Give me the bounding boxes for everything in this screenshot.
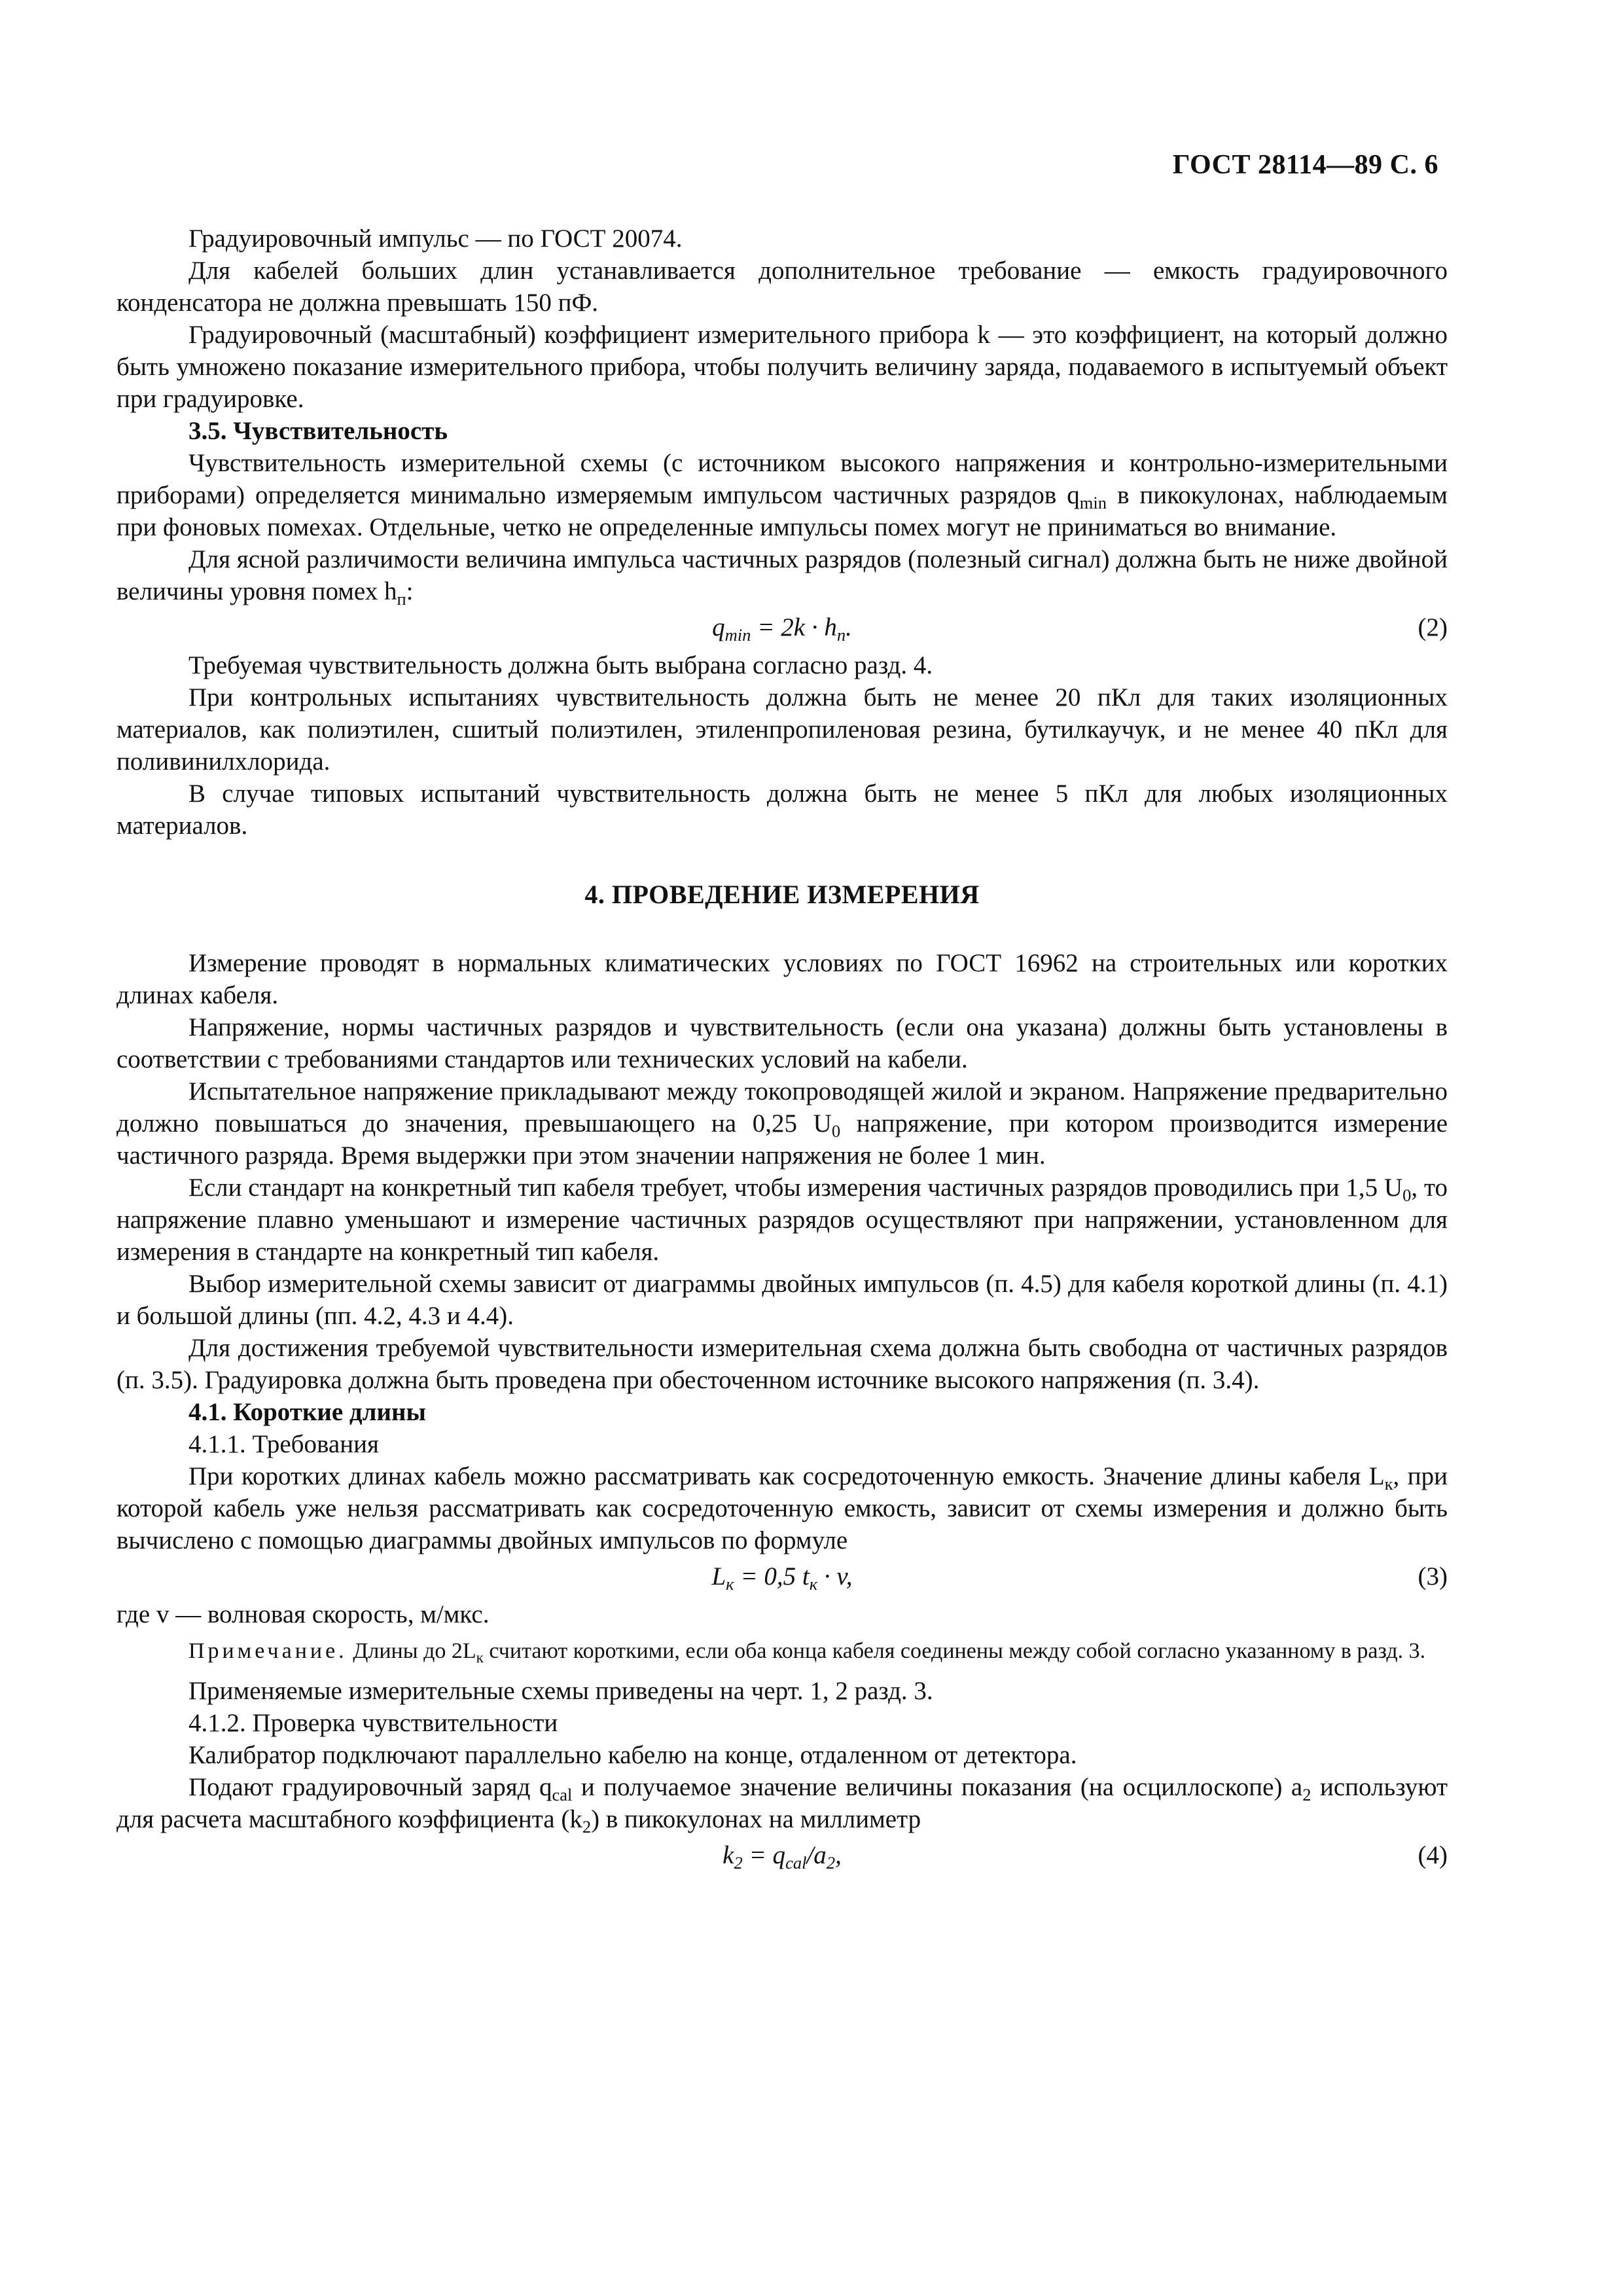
formula-4: $k_2 = q_{cal}/a_2$, (4) bbox=[116, 1839, 1448, 1873]
paragraph: где v — волновая скорость, м/мкс. bbox=[116, 1600, 490, 1628]
paragraph: Для кабелей больших длин устанавливается дополнительное требование — емкость градуировочного конденсатора не должна превышать 150 пФ. bbox=[116, 257, 1448, 317]
formula-number: (4) bbox=[1418, 1841, 1448, 1869]
paragraph: Для ясной различимости величина импульса частичных разрядов (полезный сигнал) должна быть не ниже двойной величины уровня помех $h_п$: bbox=[116, 545, 1448, 609]
paragraph: Напряжение, нормы частичных разрядов и чувствительность (если она указана) должны быть установлены в соответствии с требованиями стандартов или технических условий на кабели. bbox=[116, 1013, 1448, 1073]
paragraph: В случае типовых испытаний чувствительность должна быть не менее 5 пКл для любых изоляционных материалов. bbox=[116, 780, 1448, 840]
section-heading-4-1-1: 4.1.1. Требования bbox=[188, 1430, 379, 1458]
paragraph: Чувствительность измерительной схемы (с источником высокого напряжения и контрольно-измерительными приборами) определяется минимально измеряемым импульсом частичных разрядов $q_{min}$ в пикокулонах, наблюдаемым при фоновых помехах. Отдельные, четко не определенные импульсы помех могут не приниматься во внимание. bbox=[116, 449, 1448, 541]
paragraph: При коротких длинах кабель можно рассматривать как сосредоточенную емкость. Значение длины кабеля $L_к$, при которой кабель уже нельзя рассматривать как сосредоточенную емкость, зависит от схемы измерения и должно быть вычислено с помощью диаграммы двойных импульсов по формуле bbox=[116, 1462, 1448, 1554]
paragraph: Подают градуировочный заряд $q_{cal}$ и получаемое значение величины показания (на осциллоскопе) $a_2$ используют для расчета масштабного коэффициента $(k_2)$ в пикокулонах на миллиметр bbox=[116, 1773, 1448, 1837]
paragraph: Для достижения требуемой чувствительности измерительная схема должна быть свободна от частичных разрядов (п. 3.5). Градуировка должна быть проведена при обесточенном источнике высокого напряжения (п. 3.4). bbox=[116, 1334, 1448, 1394]
formula-2: $q_{min} = 2k \cdot h_п$. (2) bbox=[116, 611, 1448, 645]
paragraph: Градуировочный (масштабный) коэффициент измерительного прибора k — это коэффициент, на который должно быть умножено показание измерительного прибора, чтобы получить величину заряда, подаваемого в испытуемый объект при градуировке. bbox=[116, 321, 1448, 413]
section-heading-4-1-2: 4.1.2. Проверка чувствительности bbox=[188, 1709, 558, 1737]
paragraph: Измерение проводят в нормальных климатических условиях по ГОСТ 16962 на строительных или коротких длинах кабеля. bbox=[116, 949, 1448, 1009]
paragraph: При контрольных испытаниях чувствительность должна быть не менее 20 пКл для таких изоляционных материалов, как полиэтилен, сшитый полиэтилен, этиленпропиленовая резина, бутилкаучук, и не менее 40 пКл для поливинилхлорида. bbox=[116, 683, 1448, 776]
page-content bbox=[116, 223, 1448, 1877]
paragraph: Если стандарт на конкретный тип кабеля требует, чтобы измерения частичных разрядов проводились при 1,5 $U_0$, то напряжение плавно уменьшают и измерение частичных разрядов осуществляют при напряжении, установленном для измерения в стандарте на конкретный тип кабеля. bbox=[116, 1174, 1448, 1266]
paragraph: Применяемые измерительные схемы приведены на черт. 1, 2 разд. 3. bbox=[188, 1677, 933, 1705]
formula-number: (2) bbox=[1418, 613, 1448, 641]
section-heading-3-5: 3.5. Чувствительность bbox=[188, 417, 448, 445]
paragraph: Калибратор подключают параллельно кабелю на конце, отдаленном от детектора. bbox=[188, 1741, 1077, 1769]
section-heading-4-1: 4.1. Короткие длины bbox=[188, 1398, 426, 1426]
paragraph: Градуировочный импульс — по ГОСТ 20074. bbox=[188, 224, 683, 253]
paragraph: Испытательное напряжение прикладывают между токопроводящей жилой и экраном. Напряжение предварительно должно повышаться до значения, превышающего на 0,25 $U_0$ напряжение, при котором производится измерение частичного разряда. Время выдержки при этом значении напряжения не более 1 мин. bbox=[116, 1077, 1448, 1170]
formula-3: $L_к = 0,5$ $t_к \cdot v$, (3) bbox=[116, 1560, 1448, 1594]
paragraph: Требуемая чувствительность должна быть выбрана согласно разд. 4. bbox=[188, 651, 933, 679]
note: Примечание. Длины до $2L_к$ считают короткими, если оба конца кабеля соединены между собой согласно указанному в разд. 3. bbox=[188, 1639, 1426, 1666]
formula-number: (3) bbox=[1418, 1562, 1448, 1590]
document-header: ГОСТ 28114—89 С. 6 bbox=[1172, 150, 1438, 180]
section-heading-4: 4. ПРОВЕДЕНИЕ ИЗМЕРЕНИЯ bbox=[584, 880, 980, 909]
paragraph: Выбор измерительной схемы зависит от диаграммы двойных импульсов (п. 4.5) для кабеля короткой длины (п. 4.1) и большой длины (пп. 4.2, 4.3 и 4.4). bbox=[116, 1270, 1448, 1330]
